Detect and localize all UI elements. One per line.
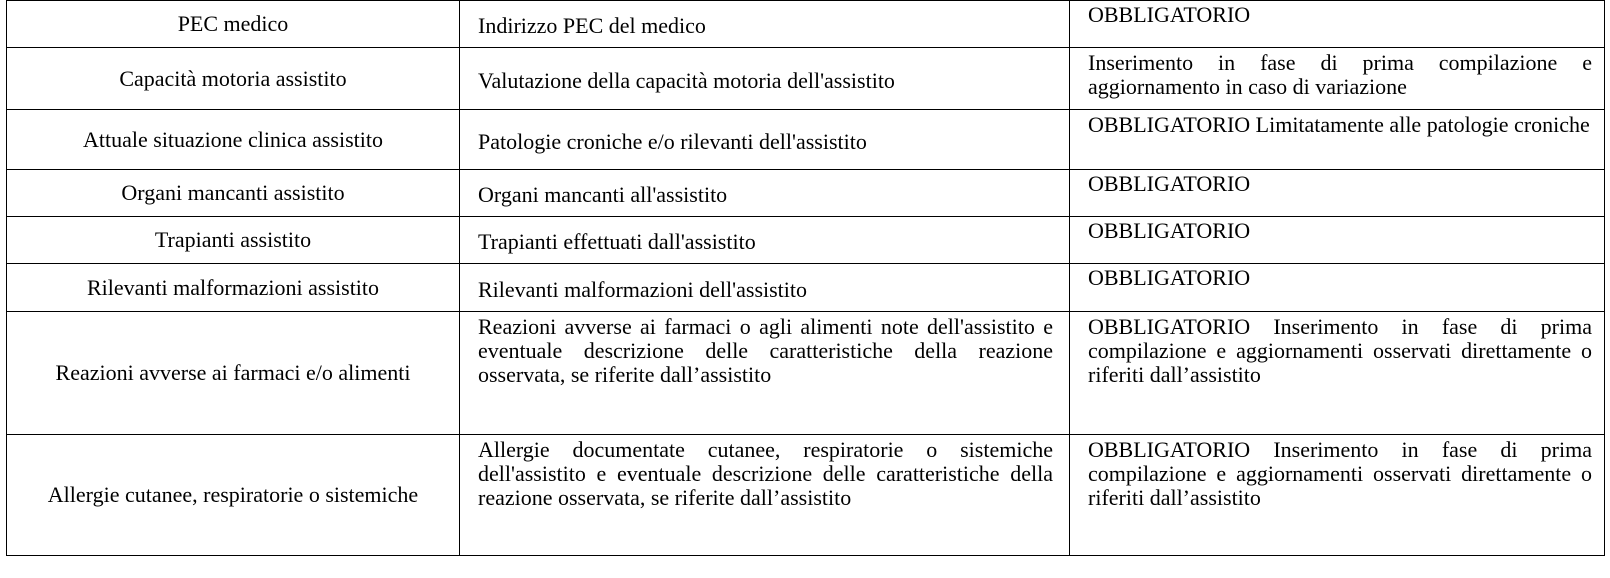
- field-description: Organi mancanti all'assistito: [460, 170, 1070, 217]
- field-name: Trapianti assistito: [7, 217, 460, 264]
- field-name: Reazioni avverse ai farmaci e/o alimenti: [7, 312, 460, 435]
- field-description: Rilevanti malformazioni dell'assistito: [460, 264, 1070, 312]
- data-elements-table: [6, 0, 1605, 556]
- field-name: Capacità motoria assistito: [7, 48, 460, 110]
- field-note: OBBLIGATORIO Inserimento in fase di prima compilazione e aggiornamenti osservati direttamente o riferiti dall’assistito: [1070, 312, 1605, 435]
- field-note: OBBLIGATORIO: [1070, 1, 1605, 48]
- table-row: [7, 435, 1605, 556]
- table-row: [7, 217, 1605, 264]
- field-name: PEC medico: [7, 1, 460, 48]
- field-description: Valutazione della capacità motoria dell'assistito: [460, 48, 1070, 110]
- field-name: Rilevanti malformazioni assistito: [7, 264, 460, 312]
- table-row: [7, 48, 1605, 110]
- field-description: Indirizzo PEC del medico: [460, 1, 1070, 48]
- table-row: [7, 110, 1605, 170]
- field-description: Patologie croniche e/o rilevanti dell'assistito: [460, 110, 1070, 170]
- field-description: Allergie documentate cutanee, respiratorie o sistemiche dell'assistito e eventuale descrizione delle caratteristiche della reazione osservata, se riferite dall’assistito: [460, 435, 1070, 556]
- field-note: Inserimento in fase di prima compilazione e aggiornamento in caso di variazione: [1070, 48, 1605, 110]
- table-row: [7, 1, 1605, 48]
- field-note: OBBLIGATORIO Limitatamente alle patologie croniche: [1070, 110, 1605, 170]
- field-name: Organi mancanti assistito: [7, 170, 460, 217]
- field-note: OBBLIGATORIO: [1070, 264, 1605, 312]
- field-name: Attuale situazione clinica assistito: [7, 110, 460, 170]
- table-row: [7, 170, 1605, 217]
- field-note: OBBLIGATORIO: [1070, 217, 1605, 264]
- field-note: OBBLIGATORIO: [1070, 170, 1605, 217]
- field-name: Allergie cutanee, respiratorie o sistemiche: [7, 435, 460, 556]
- field-description: Reazioni avverse ai farmaci o agli alimenti note dell'assistito e eventuale descrizione delle caratteristiche della reazione osservata, se riferite dall’assistito: [460, 312, 1070, 435]
- table-row: [7, 264, 1605, 312]
- field-description: Trapianti effettuati dall'assistito: [460, 217, 1070, 264]
- field-note: OBBLIGATORIO Inserimento in fase di prima compilazione e aggiornamenti osservati direttamente o riferiti dall’assistito: [1070, 435, 1605, 556]
- table-row: [7, 312, 1605, 435]
